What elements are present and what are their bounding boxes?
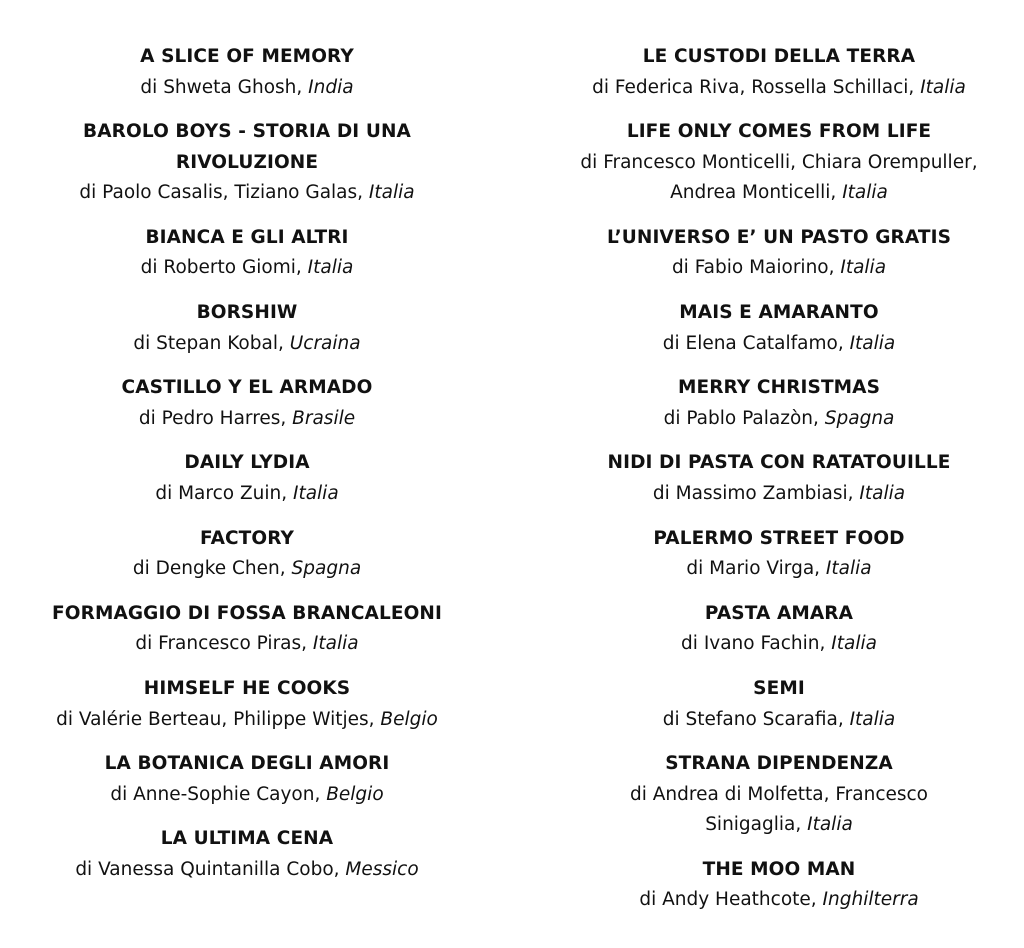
film-country: Italia <box>831 633 877 655</box>
film-entry <box>536 373 1022 434</box>
film-directors: Fabio Maiorino, <box>694 257 841 279</box>
film-directors: Stefano Scarafia, <box>685 708 850 730</box>
film-entry <box>8 599 486 660</box>
film-credit <box>8 705 486 736</box>
film-credit <box>536 148 1022 209</box>
film-entry <box>8 42 486 103</box>
film-entry <box>8 524 486 585</box>
film-title: MERRY CHRISTMAS <box>677 377 881 399</box>
film-title: LA ULTIMA CENA <box>160 828 334 850</box>
film-credit <box>8 855 486 886</box>
film-directors: Massimo Zambiasi, <box>675 482 860 504</box>
credit-prefix: di <box>663 407 687 429</box>
film-credit <box>8 404 486 435</box>
credit-prefix: di <box>140 257 164 279</box>
credit-prefix: di <box>580 151 604 173</box>
film-credit <box>536 253 1022 284</box>
film-credit <box>8 479 486 510</box>
film-entry <box>536 298 1022 359</box>
credit-prefix: di <box>133 332 157 354</box>
film-credit <box>536 885 1022 916</box>
film-directors: Roberto Giomi, <box>163 257 308 279</box>
film-country: Italia <box>807 814 853 836</box>
film-country: Italia <box>825 558 872 580</box>
film-country: Italia <box>368 182 415 204</box>
film-title: DAILY LYDIA <box>184 452 310 474</box>
credit-prefix: di <box>56 708 79 730</box>
film-directors: Francesco Piras, <box>158 633 313 655</box>
film-country: Belgio <box>326 783 384 805</box>
film-directors: Federica Riva, Rossella Schillaci, <box>614 76 921 98</box>
credit-prefix: di <box>639 889 663 911</box>
film-title: NIDI DI PASTA CON RATATOUILLE <box>607 452 951 474</box>
film-country: Italia <box>849 332 896 354</box>
film-directors: Stepan Kobal, <box>156 332 290 354</box>
film-credit <box>536 554 1022 585</box>
film-directors: Anne-Sophie Cayon, <box>133 783 327 805</box>
film-title: HIMSELF HE COOKS <box>143 678 351 699</box>
film-country: Spagna <box>824 407 895 429</box>
credit-prefix: di <box>652 482 676 504</box>
credit-prefix: di <box>140 76 164 98</box>
film-entry <box>8 117 486 209</box>
film-credit <box>8 253 486 284</box>
film-country: India <box>308 76 354 98</box>
film-credit <box>8 73 486 104</box>
film-country: Italia <box>849 708 896 730</box>
film-title: LIFE ONLY COMES FROM LIFE <box>626 121 932 143</box>
film-title: STRANA DIPENDENZA <box>665 753 893 775</box>
credit-prefix: di <box>79 182 103 204</box>
film-credit <box>8 780 486 811</box>
film-credit <box>536 404 1022 435</box>
film-title: BAROLO BOYS - STORIA DI UNA RIVOLUZIONE <box>83 121 411 173</box>
credit-prefix: di <box>135 633 159 655</box>
film-credit <box>536 629 1022 660</box>
film-entry <box>8 373 486 434</box>
film-title: PALERMO STREET FOOD <box>653 527 905 549</box>
film-entry <box>536 674 1022 735</box>
film-title: BIANCA E GLI ALTRI <box>145 226 349 248</box>
film-country: Ucraina <box>289 332 361 354</box>
credit-prefix: di <box>662 708 686 730</box>
film-directors: Elena Catalfamo, <box>685 332 850 354</box>
film-credit <box>8 178 486 209</box>
film-title: L’UNIVERSO E’ UN PASTO GRATIS <box>606 226 952 248</box>
credit-prefix: di <box>592 76 615 98</box>
film-entry <box>536 42 1022 103</box>
film-country: Italia <box>307 257 354 279</box>
film-country: Spagna <box>291 558 362 580</box>
film-country: Italia <box>293 482 339 504</box>
film-entry <box>536 599 1022 660</box>
credit-prefix: di <box>629 783 653 805</box>
film-title: FORMAGGIO DI FOSSA BRANCALEONI <box>52 602 442 624</box>
film-country: Messico <box>345 858 419 880</box>
film-country: Italia <box>842 182 888 204</box>
film-title: CASTILLO Y EL ARMADO <box>121 377 373 399</box>
film-directors: Marco Zuin, <box>178 482 293 504</box>
film-directors: Francesco Monticelli, Chiara Orempuller, Andrea Monticelli, <box>603 151 978 204</box>
film-entry <box>536 524 1022 585</box>
film-country: Italia <box>859 482 906 504</box>
film-title: FACTORY <box>199 527 295 549</box>
film-country: Italia <box>920 76 966 98</box>
film-entry <box>8 824 486 885</box>
film-title: THE MOO MAN <box>702 858 856 880</box>
film-credit <box>536 479 1022 510</box>
film-entry <box>8 674 486 735</box>
film-title: SEMI <box>753 678 805 699</box>
film-directors: Andy Heathcote, <box>662 889 823 911</box>
film-credit <box>8 554 486 585</box>
film-entry <box>536 117 1022 209</box>
film-title: BORSHIW <box>196 302 298 324</box>
film-credit <box>536 329 1022 360</box>
credit-prefix: di <box>662 332 686 354</box>
film-credit <box>536 705 1022 736</box>
film-country: Italia <box>312 633 359 655</box>
film-entry <box>8 223 486 284</box>
credit-prefix: di <box>671 257 695 279</box>
film-entry <box>536 223 1022 284</box>
film-directors: Ivano Fachin, <box>703 633 832 655</box>
film-entry <box>536 749 1022 841</box>
film-credit <box>8 329 486 360</box>
film-title: PASTA AMARA <box>704 602 854 624</box>
film-title: MAIS E AMARANTO <box>679 302 879 324</box>
film-title: LE CUSTODI DELLA TERRA <box>642 46 916 67</box>
film-entry <box>536 448 1022 509</box>
credit-prefix: di <box>132 558 156 580</box>
film-title: A SLICE OF MEMORY <box>140 46 354 67</box>
film-directors: Pedro Harres, <box>161 407 293 429</box>
credit-prefix: di <box>155 482 179 504</box>
credit-prefix: di <box>681 633 704 655</box>
credit-prefix: di <box>110 783 134 805</box>
film-credit <box>536 73 1022 104</box>
film-directors: Vanessa Quintanilla Cobo, <box>98 858 346 880</box>
film-country: Italia <box>840 257 887 279</box>
film-directors: Valérie Berteau, Philippe Witjes, <box>78 708 381 730</box>
film-directors: Dengke Chen, <box>155 558 292 580</box>
film-country: Inghilterra <box>822 889 919 911</box>
credit-prefix: di <box>686 558 710 580</box>
right-column <box>536 42 1022 930</box>
left-column <box>8 42 486 900</box>
film-directors: Shweta Ghosh, <box>163 76 309 98</box>
film-directors: Mario Virga, <box>709 558 826 580</box>
film-directors: Pablo Palazòn, <box>686 407 825 429</box>
film-country: Brasile <box>292 407 356 429</box>
film-entry <box>536 855 1022 916</box>
film-entry <box>8 448 486 509</box>
credit-prefix: di <box>75 858 99 880</box>
film-credit <box>536 780 1022 841</box>
film-directors: Andrea di Molfetta, Francesco Sinigaglia, <box>652 783 929 836</box>
film-country: Belgio <box>380 708 438 730</box>
film-entry <box>8 749 486 810</box>
film-entry <box>8 298 486 359</box>
film-credit <box>8 629 486 660</box>
credit-prefix: di <box>138 407 162 429</box>
film-title: LA BOTANICA DEGLI AMORI <box>104 753 390 775</box>
film-directors: Paolo Casalis, Tiziano Galas, <box>102 182 369 204</box>
